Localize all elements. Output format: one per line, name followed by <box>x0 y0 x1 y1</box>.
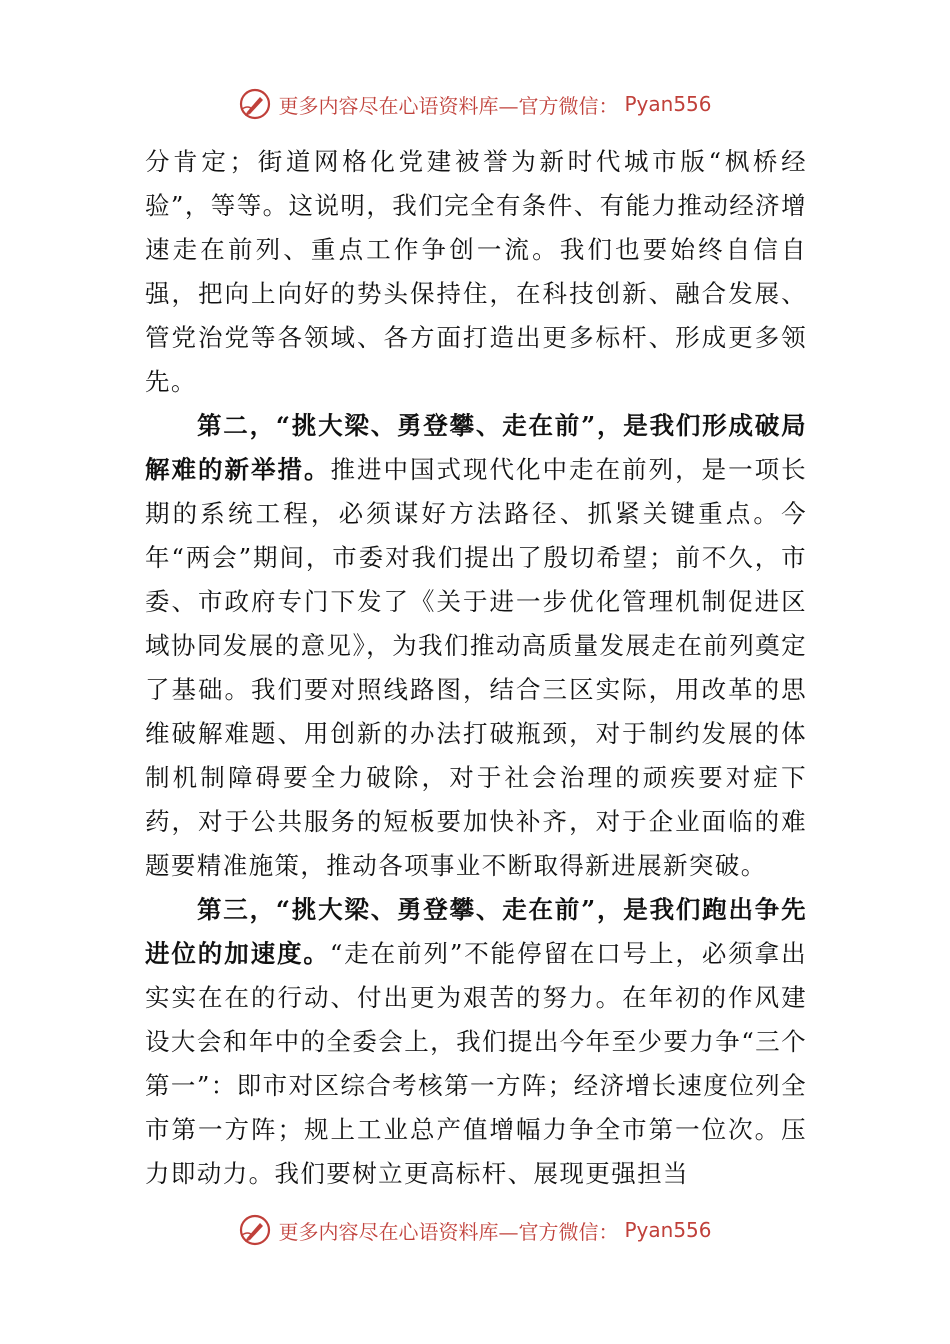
header-wechat-id: Pyan556 <box>624 92 712 116</box>
paragraph-1 <box>145 140 807 404</box>
paragraph-3-lead: 第三，“挑大梁、勇登攀、走在前”，是我们跑出争先进位的加速度。 <box>145 895 807 968</box>
header-banner <box>0 86 950 122</box>
footer-banner <box>0 1212 950 1248</box>
paragraph-2-lead: 第二，“挑大梁、勇登攀、走在前”，是我们形成破局解难的新举措。 <box>145 411 807 484</box>
paragraph-1-body: 分肯定；街道网格化党建被誉为新时代城市版“枫桥经验”，等等。这说明，我们完全有条件、有能力推动经济增速走在前列、重点工作争创一流。我们也要始终自信自强，把向上向好的势头保持住，在科技创新、融合发展、管党治党等各领域、各方面打造出更多标杆、形成更多领先。 <box>145 147 807 396</box>
footer-banner-text: 更多内容尽在心语资料库—官方微信： <box>278 1219 619 1244</box>
header-banner-text: 更多内容尽在心语资料库—官方微信： <box>278 93 619 118</box>
paragraph-3 <box>145 888 807 1196</box>
paragraph-2 <box>145 404 807 888</box>
document-body <box>145 140 807 1196</box>
footer-wechat-id: Pyan556 <box>624 1218 712 1242</box>
pen-logo-icon <box>238 1213 272 1247</box>
paragraph-2-body: 推进中国式现代化中走在前列，是一项长期的系统工程，必须谋好方法路径、抓紧关键重点。今年“两会”期间，市委对我们提出了殷切希望；前不久，市委、市政府专门下发了《关于进一步优化管理机制促进区域协同发展的意见》，为我们推动高质量发展走在前列奠定了基础。我们要对照线路图，结合三区实际，用改革的思维破解难题、用创新的办法打破瓶颈，对于制约发展的体制机制障碍要全力破除，对于社会治理的顽疾要对症下药，对于公共服务的短板要加快补齐，对于企业面临的难题要精准施策，推动各项事业不断取得新进展新突破。 <box>145 455 807 880</box>
paragraph-3-body: “走在前列”不能停留在口号上，必须拿出实实在在的行动、付出更为艰苦的努力。在年初的作风建设大会和年中的全委会上，我们提出今年至少要力争“三个第一”：即市对区综合考核第一方阵；经济增长速度位列全市第一方阵；规上工业总产值增幅力争全市第一位次。压力即动力。我们要树立更高标杆、展现更强担当 <box>145 939 807 1188</box>
pen-logo-icon <box>238 87 272 121</box>
